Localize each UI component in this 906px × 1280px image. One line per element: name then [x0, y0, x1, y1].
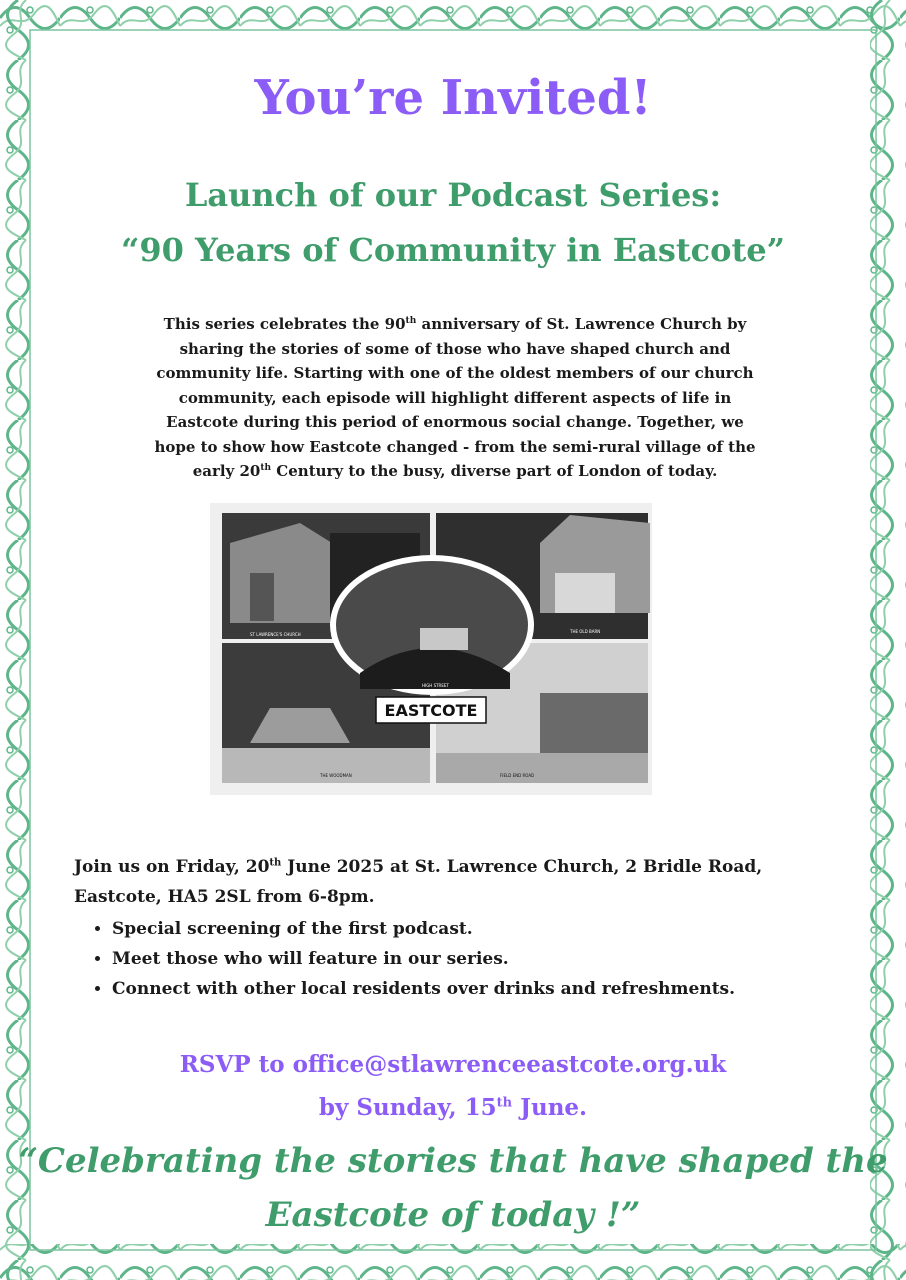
event-highlights [74, 914, 834, 1004]
event-address: Eastcote, HA5 2SL from 6-8pm. [74, 887, 375, 907]
list-item: • Connect with other local residents over drinks and refreshments. [112, 974, 834, 1004]
page-title: You’re Invited! [254, 70, 652, 126]
launch-heading: Launch of our Podcast Series: [184, 176, 722, 214]
series-description: This series celebrates the 90th anniversary of St. Lawrence Church by sharing the stories of some of those who have shaped church and community life. Starting with one of the oldest members of our church community, each episode will highlight different aspects of life in Eastcote during this period of enormous social change. Together, we hope to show how Eastcote changed - from the semi-rural village of the early 20th Century to the busy, diverse part of London of today. [154, 315, 756, 480]
list-item: • Special screening of the first podcast. [112, 914, 834, 944]
list-item: • Meet those who will feature in our series. [112, 944, 834, 974]
postcard-sign: EASTCOTE [384, 701, 478, 720]
caption-church: ST LAWRENCE'S CHURCH [250, 632, 301, 637]
closing-quote-line1: “Celebrating the stories that have shaped the [18, 1141, 888, 1181]
caption-woodman: THE WOODMAN [320, 773, 352, 778]
event-details [74, 852, 834, 1004]
eastcote-postcard [210, 503, 652, 795]
rsvp-email[interactable]: RSVP to office@stlawrenceeastcote.org.uk [179, 1051, 727, 1078]
caption-high-street: HIGH STREET [422, 683, 449, 688]
rsvp-deadline: by Sunday, 15th June. [318, 1094, 588, 1121]
caption-field-end: FIELD END ROAD [500, 773, 535, 778]
closing-quote-line2: Eastcote of today !” [265, 1195, 641, 1235]
series-title: “90 Years of Community in Eastcote” [120, 231, 786, 269]
event-date-location: Join us on Friday, 20th June 2025 at St. Lawrence Church, 2 Bridle Road, [74, 857, 763, 877]
caption-barn: THE OLD BARN [570, 629, 601, 634]
